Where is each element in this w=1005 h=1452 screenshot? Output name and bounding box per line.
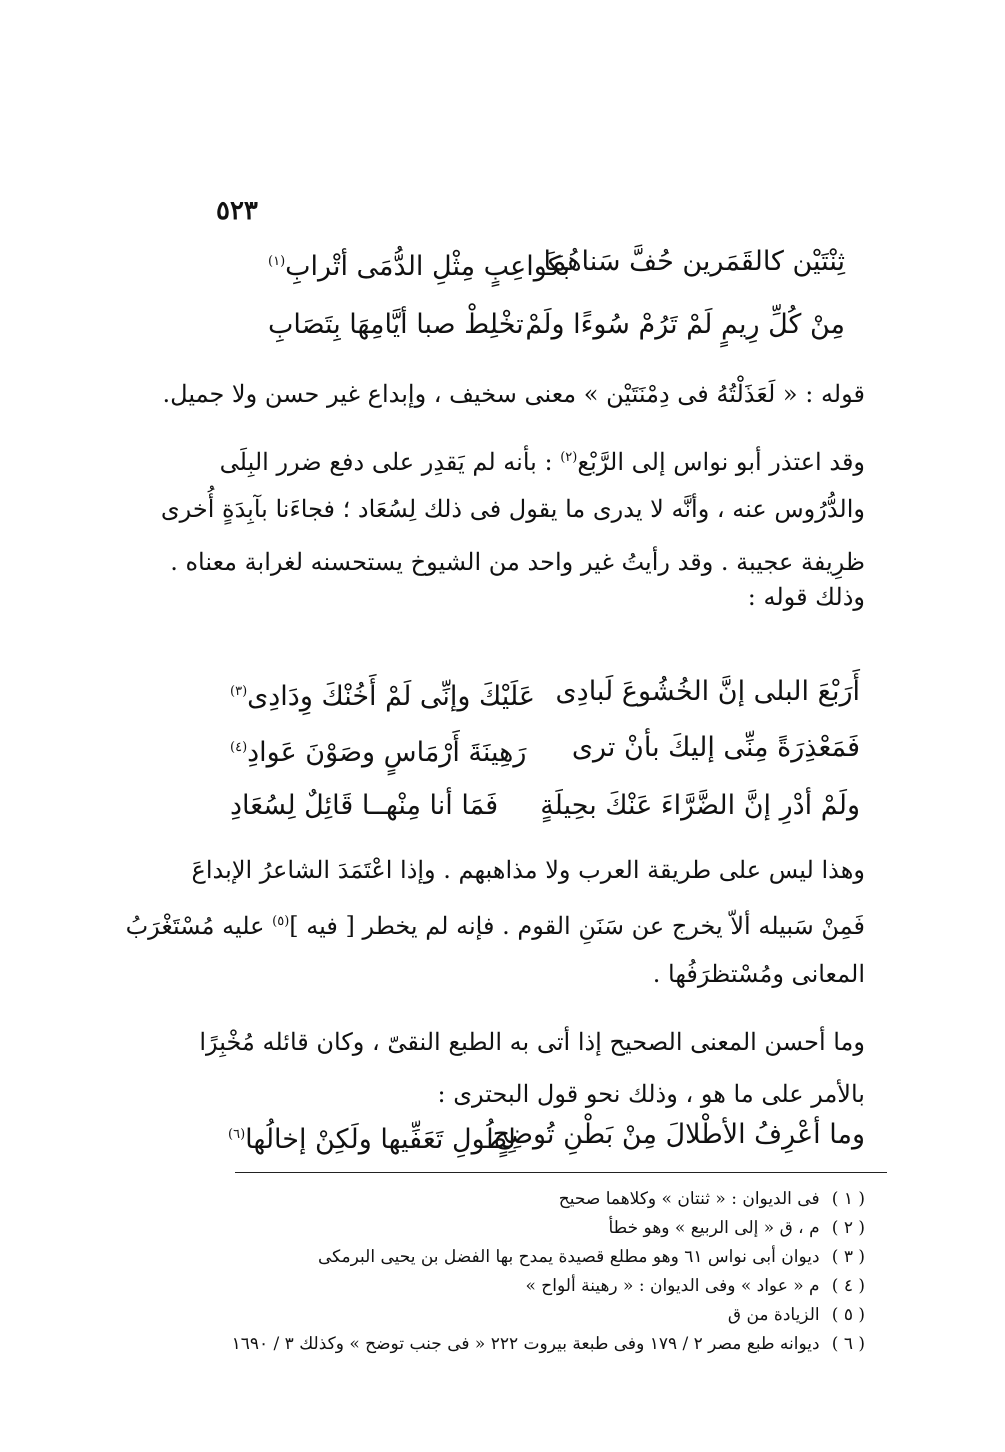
footnote-text: ديوان أبى نواس ٦١ وهو مطلع قصيدة يمدح بها الفضل بن يحيى البرمكى — [317, 1247, 820, 1267]
paragraph-line: ظرِيفة عجيبة . وقد رأيتُ غير واحد من الشيوخ يستحسنه لغرابة معناه . — [170, 548, 865, 576]
footnote-item — [205, 1243, 865, 1272]
verse-hemistich-first — [493, 1113, 865, 1157]
footnote-text: الزيادة من ق — [727, 1305, 820, 1325]
verse-hemistich-second — [230, 726, 526, 775]
page-number: ٥٢٣ — [216, 196, 258, 226]
footnote-number: ( ٦ ) — [831, 1334, 865, 1354]
paragraph-abu-nuwas — [160, 438, 865, 617]
footnote-number: ( ٢ ) — [831, 1218, 865, 1238]
verse-text: لِطُولِ تَعَفِّيها ولَكِنْ إخالُها — [245, 1124, 516, 1155]
footnotes — [205, 1185, 865, 1359]
paragraph-line: وما أحسن المعنى الصحيح إذا أتى به الطبع النقىّ ، وكان قائله مُخْبِرًا — [199, 1028, 865, 1056]
verse-text: تخْلِطْ صبا أيَّامِهَا بِتَصَابِ — [268, 309, 524, 340]
verse-hemistich-second — [268, 240, 570, 289]
paragraph-text: وقد اعتذر أبو نواس إلى الرَّبْع — [577, 448, 865, 476]
footnote-text: فى الديوان : « ثنتان » وكلاهما صحيح — [558, 1189, 820, 1209]
footnote-item — [205, 1272, 865, 1301]
footnote-divider — [235, 1172, 887, 1173]
verse-text: مِنْ كُلِّ رِيمٍ لَمْ تَرُمْ سُوءًا ولَمْ — [525, 309, 845, 340]
verse-text: عَلَيْكَ وإنِّى لَمْ أَخُنْكَ وِدَادِى — [247, 681, 535, 712]
verse-text: رَهِينَةَ أَرْمَاسٍ وصَوْنَ عَوادِ — [247, 737, 527, 768]
verse-text: بكَواعِبٍ مِثْلِ الدُّمَى أتْرابِ — [285, 251, 571, 282]
paragraph-line: والدُّرُوس عنه ، وأنَّه لا يدرى ما يقول فى ذلك لِسُعَاد ؛ فجاءَنا بآبِدَةٍ أُخرى — [160, 495, 865, 523]
footnote-number: ( ٤ ) — [831, 1276, 865, 1296]
footnote-marker: (٢) — [560, 450, 578, 465]
paragraph-text: عليه مُسْتَغْرَبُ — [125, 912, 273, 940]
verse-line — [0, 240, 1005, 284]
paragraph-text: : بأنه لم يَقدِر على دفع ضرر البِلَى — [219, 448, 561, 476]
footnote-text: م « عواد » وفى الديوان : « رهينة ألواح » — [525, 1276, 820, 1296]
paragraph-line: قوله : « لَعَذَلْتُهُ فى دِمْنَتَيْن » معنى سخيف ، وإبداع غير حسن ولا جميل. — [162, 380, 865, 408]
footnote-marker: (٦) — [228, 1127, 246, 1142]
footnote-marker: (٥) — [272, 914, 290, 929]
paragraph-buhturi — [189, 1022, 865, 1114]
verse-line — [0, 784, 1005, 828]
footnote-text: م ، ق « إلى الربيع » وهو خطأ — [608, 1218, 820, 1238]
verse-hemistich-second — [230, 670, 535, 719]
verse-line — [0, 1113, 1005, 1157]
paragraph-text: فَمِنْ سَبيله ألاّ يخرج عن سَنَنِ القوم . فإنه لم يخطر [ فيه ] — [289, 912, 865, 940]
paragraph-critique — [125, 850, 865, 994]
verse-hemistich-second — [268, 303, 524, 347]
footnote-item — [205, 1214, 865, 1243]
footnote-number: ( ١ ) — [831, 1189, 865, 1209]
footnote-number: ( ٣ ) — [831, 1247, 865, 1267]
verse-hemistich-first — [525, 303, 845, 347]
verse-text: ثِنْتَيْن كالقَمَرين حُفَّ سَناهُمَا — [543, 246, 845, 277]
verse-hemistich-first — [543, 240, 845, 284]
verse-hemistich-first — [572, 726, 860, 770]
verse-text: ولَمْ أدْرِ إنَّ الضَّرَّاءَ عَنْكَ بحِيلَةٍ — [540, 790, 860, 821]
verse-hemistich-second — [228, 1113, 516, 1162]
footnote-marker: (٣) — [230, 684, 248, 699]
footnote-item — [205, 1330, 865, 1359]
verse-text: أَرَبْعَ البلى إنَّ الخُشُوعَ لَبادِى — [555, 676, 860, 707]
verse-text: وما أعْرِفُ الأطْلالَ مِنْ بَطْنِ تُوضِحٍ — [492, 1119, 865, 1150]
footnote-text: ديوانه طبع مصر ٢ / ١٧٩ وفى طبعة بيروت ٢٢٢ « فى جنب توضح » وكذلك ٣ / ١٦٩٠ — [231, 1334, 820, 1354]
verse-hemistich-first — [556, 670, 860, 714]
paragraph-commentary — [162, 374, 865, 414]
paragraph-line: وهذا ليس على طريقة العرب ولا مذاهبهم . وإذا اعْتَمَدَ الشاعرُ الإبداعَ — [191, 856, 865, 884]
footnote-item — [205, 1301, 865, 1330]
paragraph-line — [125, 902, 865, 942]
verse-hemistich-first — [540, 784, 860, 828]
footnote-item — [205, 1185, 865, 1214]
verse-text: فَمَعْذِرَةً مِنِّى إليكَ بأنْ ترى — [571, 732, 860, 763]
paragraph-line: وذلك قوله : — [747, 583, 865, 611]
paragraph-line: بالأمر على ما هو ، وذلك نحو قول البحترى : — [437, 1080, 865, 1108]
verse-line — [0, 303, 1005, 347]
paragraph-line — [189, 438, 865, 478]
verse-text: فَمَا أنا مِنْهــا قَائِلٌ لِسُعَادِ — [230, 790, 499, 821]
footnote-marker: (٤) — [230, 740, 248, 755]
footnote-marker: (١) — [268, 254, 286, 269]
verse-line — [0, 726, 1005, 770]
footnote-number: ( ٥ ) — [831, 1305, 865, 1325]
verse-hemistich-second — [230, 784, 498, 828]
verse-line — [0, 670, 1005, 714]
paragraph-line: المعانى ومُسْتظرَفُها . — [652, 960, 865, 988]
